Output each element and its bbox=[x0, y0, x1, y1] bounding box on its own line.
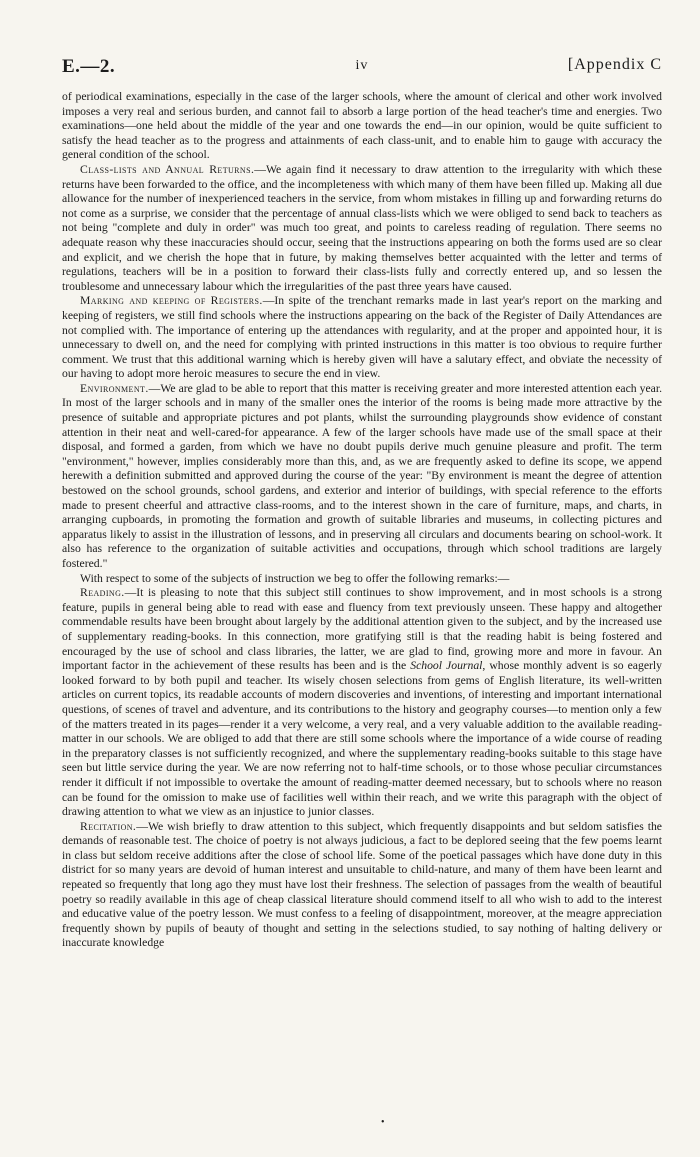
paragraph-examinations-continued bbox=[62, 90, 662, 163]
paragraph-recitation bbox=[62, 820, 662, 951]
section-heading-environment: Environment. bbox=[80, 381, 149, 395]
appendix-label: [Appendix C bbox=[567, 56, 662, 73]
paragraph-registers bbox=[62, 294, 662, 382]
publication-title: School Journal bbox=[410, 659, 483, 673]
paragraph-text: —We again find it necessary to draw attention to the irregularity with which these returns have been forwarded to the office, and the incompleteness with which many of them have been filled up. Making all due allowance for the number of inexperienced teachers in the service, from whom mistakes in filling up and forwarding returns do not come as a surprise, we consider that the percentage of annual class-lists which we were obliged to send back to teachers as not being "complete and duly in order" was much too great, and points to careless reading of regulation. There seems no adequate reason why these inaccuracies should occur, seeing that the instructions appearing on both the forms used are so clear and explicit, and we cherish the hope that in future, by making themselves better acquainted with the letter and terms of regulations, teachers will be in a position to forward their class-lists fully and correctly entered up, and so lessen the troublesome and unnecessary labour which the irregularities of the past three years have caused. bbox=[62, 162, 662, 293]
printer-mark: • bbox=[381, 1117, 385, 1128]
paragraph-text: —In spite of the trenchant remarks made in last year's report on the marking and keeping of registers, we still find schools where the instructions appearing on the back of the Register of Daily Attendances are not complied with. The importance of entering up the attendances with regularity, and at the proper and appointed hour, it is unnecessary to dwell on, and the need for complying with printed instructions in this matter is too obvious to require further comment. We trust that this additional warning which is hereby given will have a salutary effect, and obviate the necessity of our having to adopt more heroic measures to secure the end in view. bbox=[62, 294, 662, 381]
paragraph-reading bbox=[62, 586, 662, 820]
paragraph-text: of periodical examinations, especially in the case of the larger schools, where the amount of clerical and other work involved imposes a very real and serious burden, and cannot fail to absorb a large portion of the head teacher's time and energies. Two examinations—one held about the middle of the year and one towards the end—in our opinion, would be quite sufficient to satisfy the head teacher as to the progress and attainments of each class-unit, and to enable him to gauge with accuracy the general condition of the school. bbox=[62, 90, 662, 162]
paragraph-subjects-intro bbox=[62, 572, 662, 587]
section-heading-registers: Marking and keeping of Registers. bbox=[80, 294, 263, 308]
document-reference: E.—2. bbox=[62, 56, 116, 77]
section-heading-reading: Reading. bbox=[80, 586, 125, 600]
running-header bbox=[62, 56, 662, 78]
paragraph-text: With respect to some of the subjects of instruction we beg to offer the following remarks:— bbox=[80, 571, 510, 585]
paragraph-text: —It is pleasing to note that this subject still continues to show improvement, and in most schools is a strong feature, pupils in general being able to read with ease and fluency from text previously unseen. These happy and altogether commendable results have been brought about largely by the additional attention given to the subject, and by the increased use of supplementary reading-books. In this connection, more gratifying still is that the reading habit is being fostered and encouraged by the use of school and class libraries, the latter, we are glad to find, growing more and more in favour. An important factor in the achievement of these results has been and is the bbox=[62, 586, 662, 673]
section-heading-class-lists: Class-lists and Annual Returns. bbox=[80, 162, 255, 176]
paragraph-text: —We are glad to be able to report that this matter is receiving greater and more interested attention each year. In most of the larger schools and in many of the smaller ones the interior of the rooms is being made more attractive by the presence of suitable and appropriate pictures and pot plants, whilst the surrounding playgrounds show evidence of constant attention in their neat and well-cared-for appearance. A few of the larger schools have made use of the small space at their disposal, and formed a garden, from which we have no doubt pupils derive much genuine pleasure and profit. The term "environment," however, implies considerably more than this, and, as we are frequently asked to define its scope, we append herewith a definition submitted and approved during the course of the year: "By environment is meant the degree of attention bestowed on the school grounds, school gardens, and exterior and interior of buildings, with special reference to the efforts made to present cheerful and attractive class-rooms, and to the interest shown in the care of furniture, maps, and charts, in arranging cupboards, in promoting the formation and growth of suitable libraries and museums, in collecting pictures and apparatus likely to assist in the illustration of lessons, and in preserving all circulars and documents bearing on school-work. It also has reference to the organization of suitable activities and occupations, through which school traditions are largely fostered." bbox=[62, 381, 662, 570]
report-body bbox=[62, 90, 662, 951]
page-number: iv bbox=[355, 58, 369, 73]
paragraph-text: , whose monthly advent is so eagerly looked forward to by both pupil and teacher. Its wisely chosen selections from gems of English literature, its well-written articles on current topics, its readable accounts of modern discoveries and inventions, of interesting and important international questions, of scenes of travel and adventure, and its contributions to the history and geography courses—to mention only a few of the matters treated in its pages—render it a very welcome, a very real, and a very valuable addition to the available reading-matter in our schools. We are obliged to add that there are still some schools where the importance of a wide course of reading in the preparatory classes is not sufficiently recognized, and where the supplementary reading-books suitable to this stage have seen but little service during the year. We are now referring not to half-time schools, or to those whose peculiar circumstances render it difficult if not impossible to overtake the amount of reading-matter deemed necessary, but to schools where no reason can be found for the omission to make use of facilities well within their reach, and we write this paragraph with the object of drawing attention to what we view as an injustice to junior classes. bbox=[62, 659, 662, 819]
paragraph-environment bbox=[62, 382, 662, 572]
paragraph-text: —We wish briefly to draw attention to this subject, which frequently disappoints and but seldom satisfies the demands of reasonable test. The choice of poetry is not always judicious, a fact to be deplored seeing that the few poems learnt in class but seldom receive additions after the close of school life. Some of the poetical passages which have done duty in this district for so many years are devoid of human interest and unsuitable to child-nature, and many of them have been learnt and repeated so frequently that long ago they must have lost their freshness. The selection of passages from the wealth of beautiful poetry so readily available in this age of cheap classical literature should commend itself to all who wish to add to the interest and educative value of the poetry lesson. We must confess to a feeling of disappointment, moreover, at the meagre appreciation frequently shown by pupils of beauty of thought and setting in the selections studied, to say nothing of halting delivery or inaccurate knowledge bbox=[62, 819, 662, 950]
paragraph-class-lists bbox=[62, 163, 662, 294]
section-heading-recitation: Recitation. bbox=[80, 819, 137, 833]
